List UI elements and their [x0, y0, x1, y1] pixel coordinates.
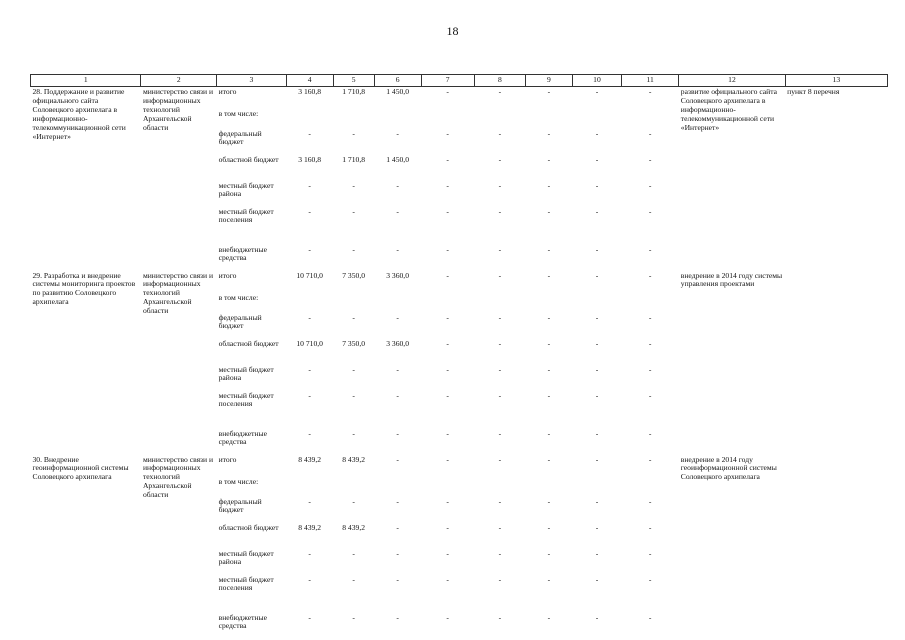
column-header: 11 — [622, 75, 679, 87]
table-row — [31, 271, 888, 293]
amount-cell: - — [446, 522, 449, 532]
amount-cell: - — [547, 522, 551, 532]
amount-cell: 3 160,8 — [298, 87, 322, 96]
amount-cell: - — [547, 206, 551, 216]
amount-cell: - — [446, 496, 449, 506]
amount-cell: - — [498, 390, 502, 400]
expected-result: внедрение в 2014 году геоинформационной системы Соловецкого архипелага — [680, 454, 777, 482]
amount-cell: - — [446, 338, 449, 348]
funding-source: итого — [218, 270, 237, 280]
amount-cell: - — [308, 206, 311, 216]
amount-cell: - — [595, 206, 599, 216]
amount-cell: - — [446, 428, 449, 438]
amount-cell: 7 350,0 — [342, 270, 366, 280]
amount-cell: - — [498, 496, 502, 506]
column-header: 4 — [286, 75, 333, 87]
funding-source: итого — [218, 87, 237, 96]
amount-cell — [474, 293, 525, 313]
amount-cell: - — [498, 206, 502, 216]
amount-cell: - — [446, 548, 449, 558]
amount-cell: - — [547, 548, 551, 558]
amount-cell: - — [308, 390, 311, 400]
amount-cell: - — [547, 244, 551, 254]
amount-cell — [474, 477, 525, 497]
amount-cell: - — [396, 206, 399, 216]
project-executor: министерство связи и информационных технологий Архангельской области — [142, 270, 214, 316]
amount-cell — [525, 293, 572, 313]
page-number: 18 — [446, 24, 459, 38]
amount-cell: - — [352, 390, 355, 400]
amount-cell: - — [446, 87, 449, 96]
table-row — [31, 455, 888, 477]
amount-cell: - — [595, 154, 599, 164]
column-number-row — [31, 75, 888, 87]
amount-cell: - — [396, 390, 399, 400]
amount-cell: - — [595, 128, 599, 138]
amount-cell: - — [595, 312, 599, 322]
amount-cell: 7 350,0 — [342, 338, 366, 348]
funding-source: местный бюджет района — [218, 180, 274, 199]
amount-cell: - — [308, 496, 311, 506]
funding-source: местный бюджет района — [218, 364, 274, 383]
column-header: 3 — [217, 75, 287, 87]
amount-cell: 1 450,0 — [386, 154, 409, 164]
funding-source: в том числе: — [218, 292, 259, 302]
amount-cell: - — [352, 206, 355, 216]
amount-cell — [286, 109, 333, 129]
column-header: 6 — [374, 75, 421, 87]
amount-cell: - — [308, 548, 311, 558]
amount-cell: - — [547, 87, 551, 96]
amount-cell: - — [648, 338, 652, 348]
amount-cell: - — [308, 364, 311, 374]
amount-cell: 3 360,0 — [386, 338, 409, 348]
amount-cell: - — [446, 206, 449, 216]
funding-source: внебюджетные средства — [218, 428, 268, 447]
amount-cell: - — [498, 338, 502, 348]
column-header: 13 — [785, 75, 887, 87]
amount-cell: - — [648, 390, 652, 400]
amount-cell: - — [595, 87, 599, 96]
amount-cell: - — [648, 128, 652, 138]
project-executor: министерство связи и информационных технологий Архангельской области — [142, 87, 214, 132]
funding-source: местный бюджет поселения — [218, 390, 274, 409]
amount-cell: 8 439,2 — [342, 522, 366, 532]
amount-cell — [572, 109, 621, 129]
amount-cell: - — [595, 612, 599, 622]
amount-cell: - — [498, 180, 502, 190]
amount-cell: - — [396, 612, 399, 622]
funding-source: в том числе: — [218, 108, 259, 118]
project-name: 29. Разработка и внедрение системы мониторинга проектов по развитию Соловецкого архипелага — [32, 270, 136, 307]
funding-source: областной бюджет — [218, 154, 279, 164]
funding-source: федеральный бюджет — [218, 128, 262, 147]
amount-cell: - — [308, 612, 311, 622]
amount-cell: - — [446, 128, 449, 138]
amount-cell: - — [595, 244, 599, 254]
amount-cell: 1 450,0 — [386, 87, 409, 96]
amount-cell: - — [396, 180, 399, 190]
amount-cell: - — [498, 244, 502, 254]
amount-cell: - — [648, 428, 652, 438]
expected-result: развитие официального сайта Соловецкого архипелага в информационно-телекоммуникационной сети «Интернет» — [680, 87, 778, 132]
column-header: 5 — [333, 75, 374, 87]
funding-source: внебюджетные средства — [218, 612, 268, 631]
amount-cell: - — [547, 154, 551, 164]
amount-cell: - — [396, 364, 399, 374]
amount-cell: - — [547, 454, 551, 464]
amount-cell: - — [595, 522, 599, 532]
amount-cell: - — [308, 428, 311, 438]
column-header: 2 — [141, 75, 217, 87]
amount-cell — [333, 477, 374, 497]
amount-cell: - — [498, 312, 502, 322]
project-name: 30. Внедрение геоинформационной системы Соловецкого архипелага — [32, 454, 129, 482]
amount-cell: 10 710,0 — [296, 338, 323, 348]
column-header: 10 — [572, 75, 621, 87]
amount-cell — [622, 293, 679, 313]
amount-cell — [525, 109, 572, 129]
amount-cell: - — [595, 496, 599, 506]
amount-cell: - — [446, 270, 449, 280]
amount-cell: - — [648, 574, 652, 584]
amount-cell: - — [498, 154, 502, 164]
column-header: 9 — [525, 75, 572, 87]
amount-cell: - — [352, 496, 355, 506]
amount-cell — [421, 109, 474, 129]
amount-cell: - — [498, 612, 502, 622]
amount-cell: - — [595, 180, 599, 190]
amount-cell: 1 710,8 — [342, 87, 366, 96]
amount-cell: - — [547, 364, 551, 374]
amount-cell: - — [547, 390, 551, 400]
amount-cell: - — [547, 574, 551, 584]
amount-cell: - — [352, 180, 355, 190]
amount-cell: - — [352, 244, 355, 254]
amount-cell: - — [595, 574, 599, 584]
column-header: 12 — [679, 75, 785, 87]
amount-cell: - — [352, 312, 355, 322]
table-header — [31, 75, 888, 87]
amount-cell: - — [498, 87, 502, 96]
amount-cell: - — [396, 522, 399, 532]
expected-result: внедрение в 2014 году системы управления проектами — [680, 270, 783, 289]
amount-cell: - — [396, 548, 399, 558]
reference-item — [785, 271, 887, 455]
amount-cell: 8 439,2 — [298, 454, 322, 464]
table-body — [31, 87, 888, 639]
amount-cell — [421, 477, 474, 497]
amount-cell: - — [648, 612, 652, 622]
table-row — [31, 87, 888, 109]
amount-cell: - — [547, 496, 551, 506]
amount-cell — [572, 293, 621, 313]
funding-source: внебюджетные средства — [218, 244, 268, 263]
reference-item: пункт 8 перечня — [787, 87, 840, 96]
amount-cell: - — [352, 128, 355, 138]
amount-cell: - — [352, 364, 355, 374]
amount-cell — [525, 477, 572, 497]
amount-cell: - — [308, 244, 311, 254]
amount-cell: - — [648, 87, 652, 96]
amount-cell: 10 710,0 — [296, 270, 323, 280]
amount-cell: 8 439,2 — [298, 522, 322, 532]
funding-source: местный бюджет поселения — [218, 574, 274, 593]
amount-cell: - — [648, 496, 652, 506]
amount-cell: - — [595, 454, 599, 464]
amount-cell — [421, 293, 474, 313]
amount-cell: 3 160,8 — [298, 154, 322, 164]
amount-cell: - — [396, 128, 399, 138]
amount-cell: 3 360,0 — [386, 270, 409, 280]
reference-item — [785, 455, 887, 639]
column-header: 8 — [474, 75, 525, 87]
amount-cell — [374, 293, 421, 313]
amount-cell: - — [595, 390, 599, 400]
funding-source: местный бюджет района — [218, 548, 274, 567]
amount-cell: - — [648, 206, 652, 216]
amount-cell: - — [547, 338, 551, 348]
amount-cell: - — [446, 312, 449, 322]
funding-source: итого — [218, 454, 237, 464]
amount-cell: - — [396, 244, 399, 254]
amount-cell: - — [547, 612, 551, 622]
amount-cell: - — [595, 270, 599, 280]
amount-cell: - — [446, 364, 449, 374]
amount-cell: - — [648, 312, 652, 322]
funding-source: местный бюджет поселения — [218, 206, 274, 225]
amount-cell — [374, 477, 421, 497]
amount-cell — [622, 477, 679, 497]
amount-cell: - — [498, 548, 502, 558]
amount-cell: - — [446, 154, 449, 164]
amount-cell: - — [352, 428, 355, 438]
amount-cell: - — [352, 574, 355, 584]
amount-cell: - — [648, 180, 652, 190]
amount-cell: - — [595, 548, 599, 558]
amount-cell: - — [595, 338, 599, 348]
amount-cell: - — [352, 612, 355, 622]
program-table — [30, 74, 888, 639]
funding-source: федеральный бюджет — [218, 496, 262, 515]
amount-cell: - — [547, 312, 551, 322]
amount-cell: - — [446, 244, 449, 254]
amount-cell: - — [648, 548, 652, 558]
amount-cell: - — [446, 390, 449, 400]
amount-cell: - — [308, 574, 311, 584]
amount-cell: - — [595, 428, 599, 438]
amount-cell: - — [648, 270, 652, 280]
amount-cell — [286, 477, 333, 497]
amount-cell: - — [648, 364, 652, 374]
column-header: 1 — [31, 75, 141, 87]
project-name: 28. Поддержание и развитие официального сайта Соловецкого архипелага в информационно-телекоммуникационной сети «Интернет» — [32, 87, 126, 141]
amount-cell: - — [547, 180, 551, 190]
amount-cell — [333, 109, 374, 129]
amount-cell: - — [446, 612, 449, 622]
amount-cell: - — [547, 428, 551, 438]
amount-cell — [572, 477, 621, 497]
funding-source: в том числе: — [218, 476, 259, 486]
amount-cell: - — [396, 312, 399, 322]
amount-cell: - — [308, 180, 311, 190]
amount-cell: - — [446, 180, 449, 190]
amount-cell: - — [498, 128, 502, 138]
amount-cell: - — [446, 454, 449, 464]
amount-cell: - — [498, 428, 502, 438]
amount-cell: - — [446, 574, 449, 584]
amount-cell — [374, 109, 421, 129]
amount-cell: 8 439,2 — [342, 454, 366, 464]
amount-cell: - — [308, 128, 311, 138]
amount-cell: - — [498, 454, 502, 464]
funding-source: областной бюджет — [218, 522, 279, 532]
amount-cell: - — [547, 128, 551, 138]
amount-cell: 1 710,8 — [342, 154, 366, 164]
amount-cell: - — [396, 574, 399, 584]
amount-cell: - — [648, 154, 652, 164]
amount-cell: - — [396, 428, 399, 438]
funding-source: областной бюджет — [218, 338, 279, 348]
amount-cell: - — [352, 548, 355, 558]
amount-cell — [474, 109, 525, 129]
amount-cell: - — [308, 312, 311, 322]
amount-cell: - — [648, 522, 652, 532]
amount-cell — [286, 293, 333, 313]
amount-cell: - — [547, 270, 551, 280]
amount-cell: - — [498, 270, 502, 280]
column-header: 7 — [421, 75, 474, 87]
project-executor: министерство связи и информационных технологий Архангельской области — [142, 454, 214, 500]
amount-cell: - — [396, 496, 399, 506]
amount-cell: - — [648, 454, 652, 464]
amount-cell: - — [595, 364, 599, 374]
amount-cell — [333, 293, 374, 313]
amount-cell: - — [648, 244, 652, 254]
amount-cell: - — [498, 574, 502, 584]
funding-source: федеральный бюджет — [218, 312, 262, 331]
amount-cell: - — [396, 454, 399, 464]
amount-cell — [622, 109, 679, 129]
amount-cell: - — [498, 522, 502, 532]
amount-cell: - — [498, 364, 502, 374]
